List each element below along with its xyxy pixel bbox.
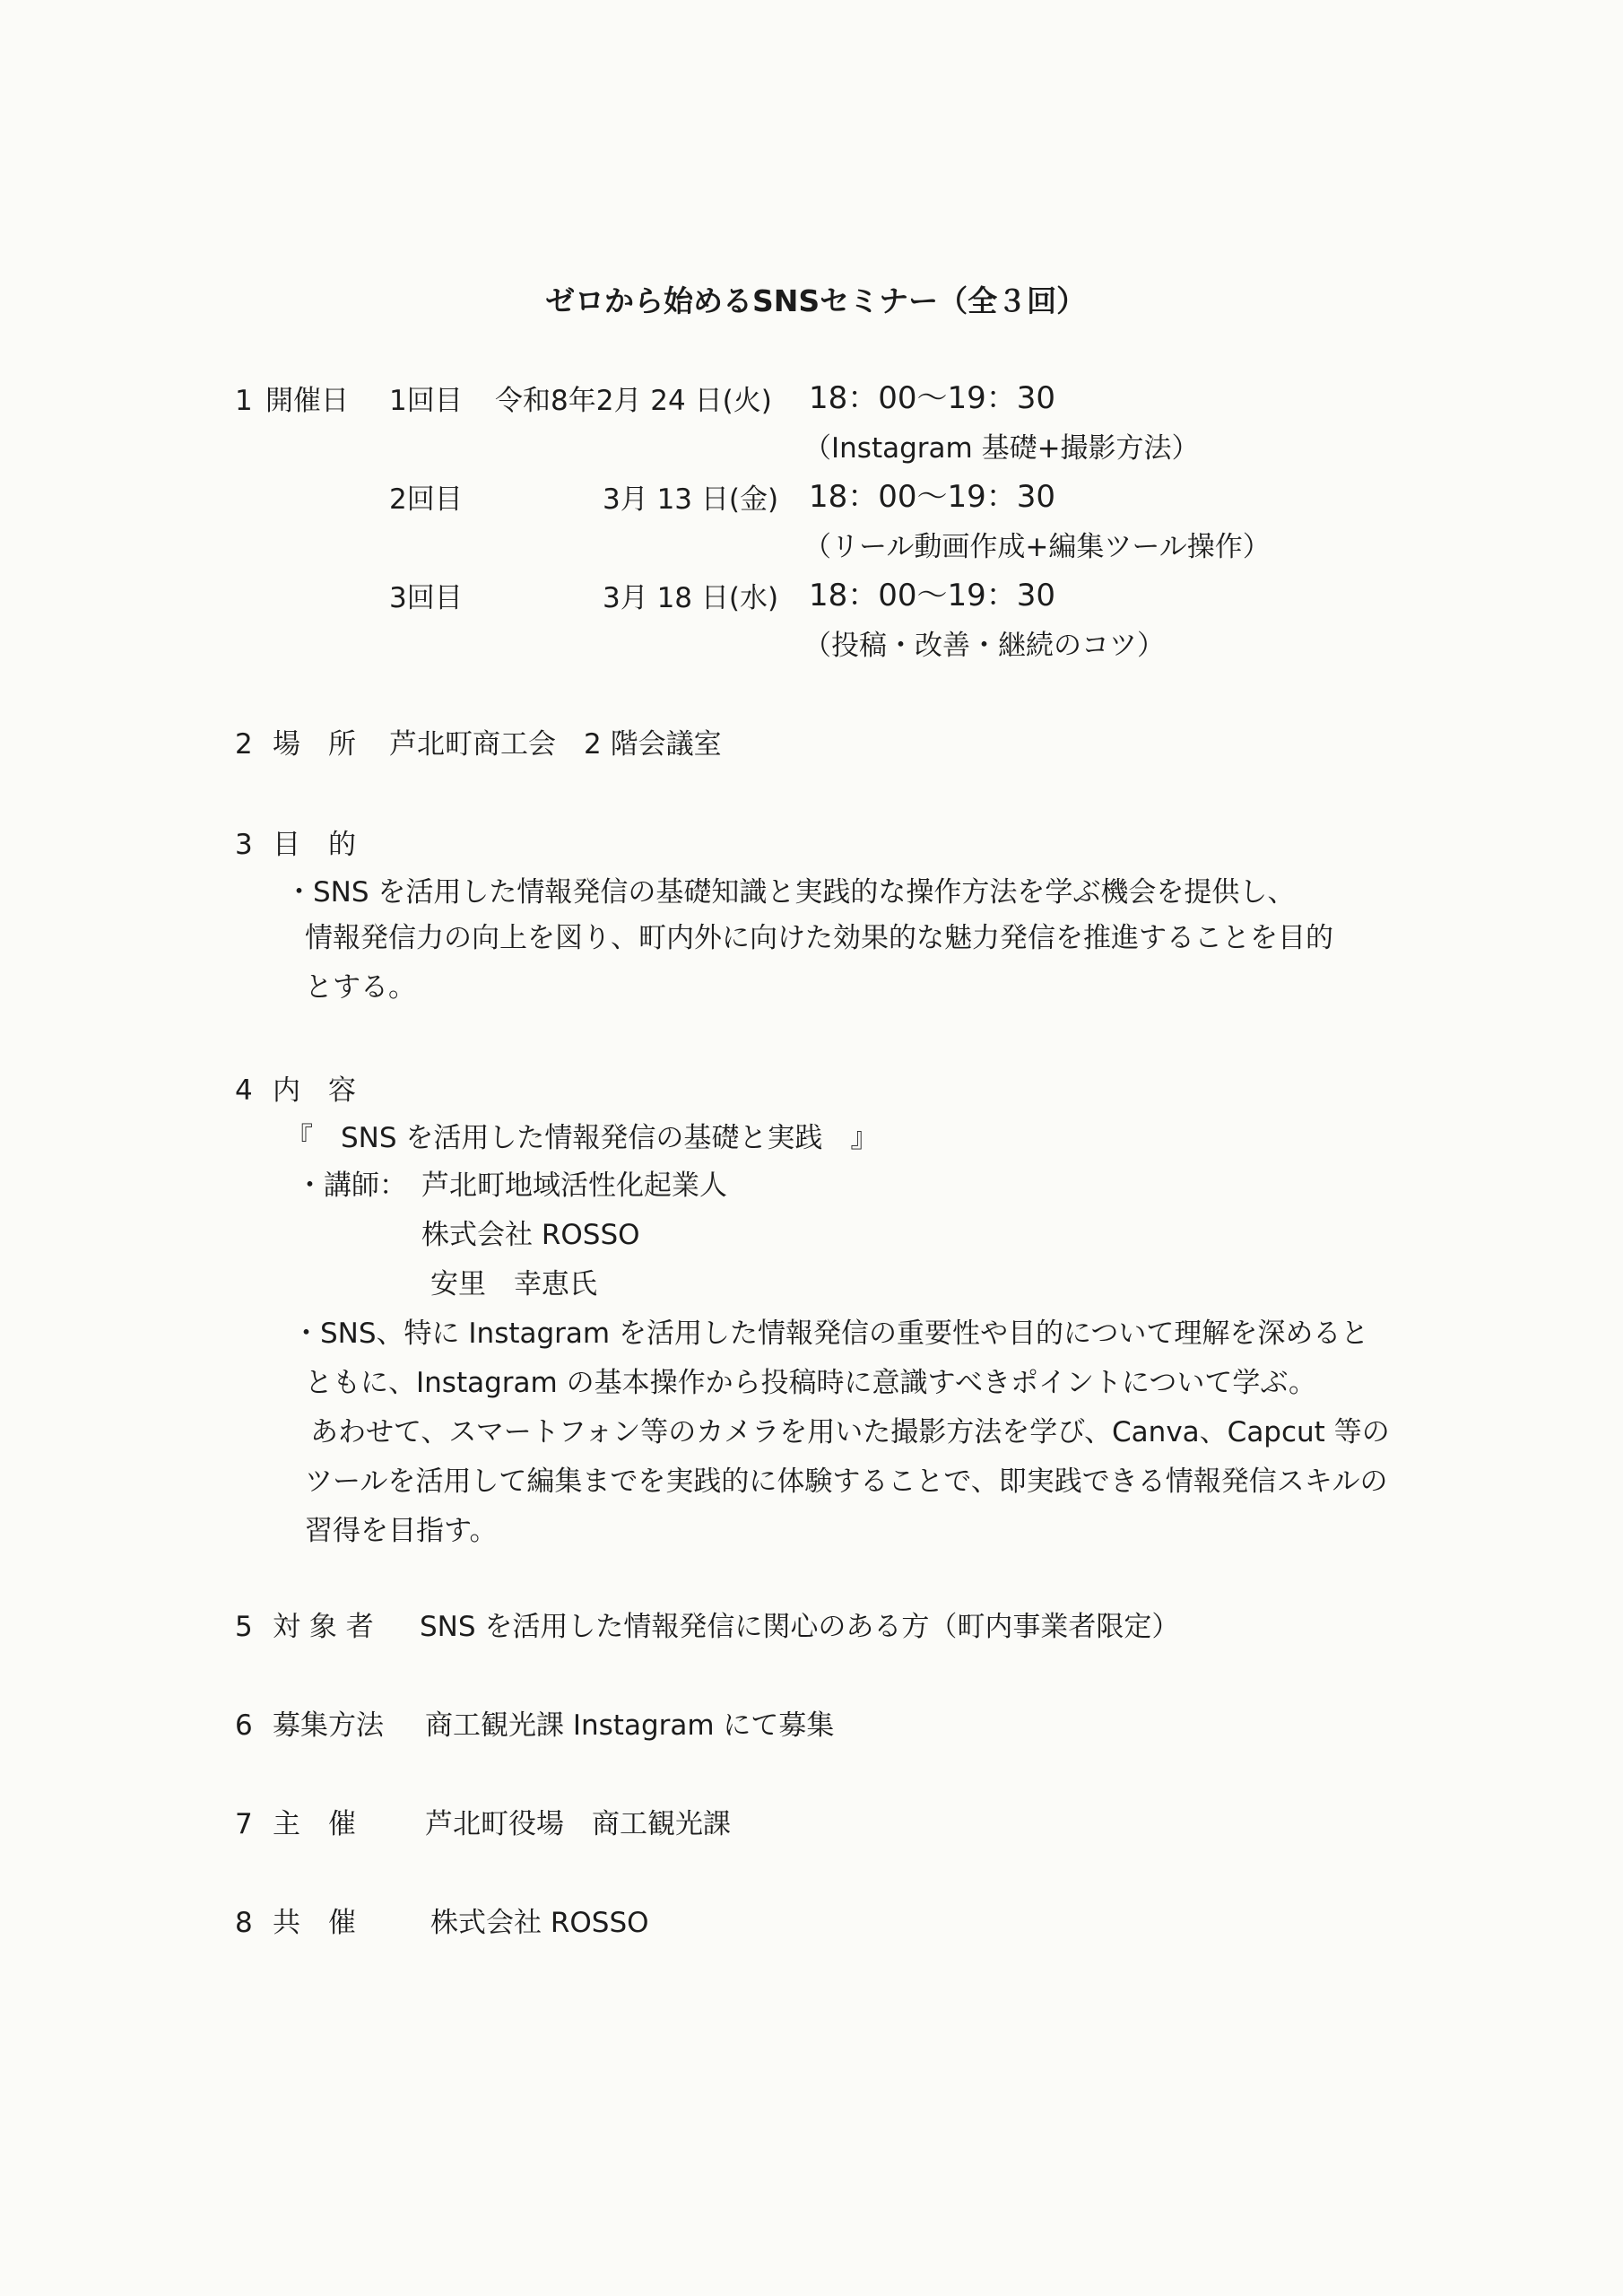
content-body-line: ツールを活用して編集までを実践的に体験することで、即実践できる情報発信スキルの <box>305 1465 1388 1498</box>
section-8-number: 8 <box>235 1907 253 1939</box>
section-3-label: 目 的 <box>273 829 356 861</box>
lecturer-line: 安里 幸恵氏 <box>430 1268 597 1300</box>
section-2-value: 芦北町商工会 2 階会議室 <box>389 728 722 761</box>
content-heading: 『 SNS を活用した情報発信の基礎と実践 』 <box>285 1122 879 1154</box>
section-2-label: 場 所 <box>273 728 356 761</box>
session-2-topic: （リール動画作成+編集ツール操作） <box>803 531 1271 563</box>
content-body-line: ともに、Instagram の基本操作から投稿時に意識すべきポイントについて学ぶ。 <box>305 1367 1316 1399</box>
purpose-line: とする。 <box>305 971 416 1004</box>
lecturer-label: ・講師： <box>296 1170 407 1202</box>
content-body-line: 習得を目指す。 <box>305 1515 498 1547</box>
section-5-number: 5 <box>235 1611 253 1643</box>
section-8-label: 共 催 <box>273 1907 356 1939</box>
session-1-topic: （Instagram 基礎+撮影方法） <box>803 432 1200 465</box>
section-1-label: 開催日 <box>265 385 349 417</box>
content-body-line: ・SNS、特に Instagram を活用した情報発信の重要性や目的について理解を深めると <box>292 1318 1369 1350</box>
section-5-value: SNS を活用した情報発信に関心のある方（町内事業者限定） <box>420 1611 1180 1643</box>
session-3-date: 3月 18 日(水) <box>603 582 779 614</box>
section-4-label: 内 容 <box>273 1074 356 1107</box>
purpose-line: 情報発信力の向上を図り、町内外に向けた効果的な魅力発信を推進することを目的 <box>305 922 1333 954</box>
session-1-date: 令和8年2月 24 日(火) <box>495 385 772 417</box>
lecturer-line: 株式会社 ROSSO <box>421 1219 640 1251</box>
section-7-value: 芦北町役場 商工観光課 <box>425 1808 731 1840</box>
section-7-label: 主 催 <box>273 1808 356 1840</box>
session-2-time: 18：00～19：30 <box>809 479 1056 515</box>
content-body-line: あわせて、スマートフォン等のカメラを用いた撮影方法を学び、Canva、Capcut 等の <box>310 1416 1390 1448</box>
section-3-number: 3 <box>235 829 253 861</box>
section-6-label: 募集方法 <box>273 1709 384 1742</box>
session-3-topic: （投稿・改善・継続のコツ） <box>803 630 1165 662</box>
document-title: ゼロから始めるSNSセミナー（全３回） <box>545 283 1087 318</box>
section-8-value: 株式会社 ROSSO <box>430 1907 649 1939</box>
session-2-no: 2回目 <box>389 483 463 516</box>
section-2-number: 2 <box>235 728 253 761</box>
section-6-value: 商工観光課 Instagram にて募集 <box>425 1709 835 1742</box>
session-3-time: 18：00～19：30 <box>809 578 1056 613</box>
section-5-label: 対 象 者 <box>273 1611 374 1643</box>
session-1-no: 1回目 <box>389 385 463 417</box>
lecturer-line: 芦北町地域活性化起業人 <box>421 1170 727 1202</box>
session-3-no: 3回目 <box>389 582 463 614</box>
section-7-number: 7 <box>235 1808 253 1840</box>
section-6-number: 6 <box>235 1709 253 1742</box>
section-1-number: 1 <box>235 385 253 417</box>
session-2-date: 3月 13 日(金) <box>603 483 779 516</box>
section-4-number: 4 <box>235 1074 253 1107</box>
session-1-time: 18：00～19：30 <box>809 380 1056 416</box>
purpose-line: ・SNS を活用した情報発信の基礎知識と実践的な操作方法を学ぶ機会を提供し、 <box>285 876 1296 909</box>
